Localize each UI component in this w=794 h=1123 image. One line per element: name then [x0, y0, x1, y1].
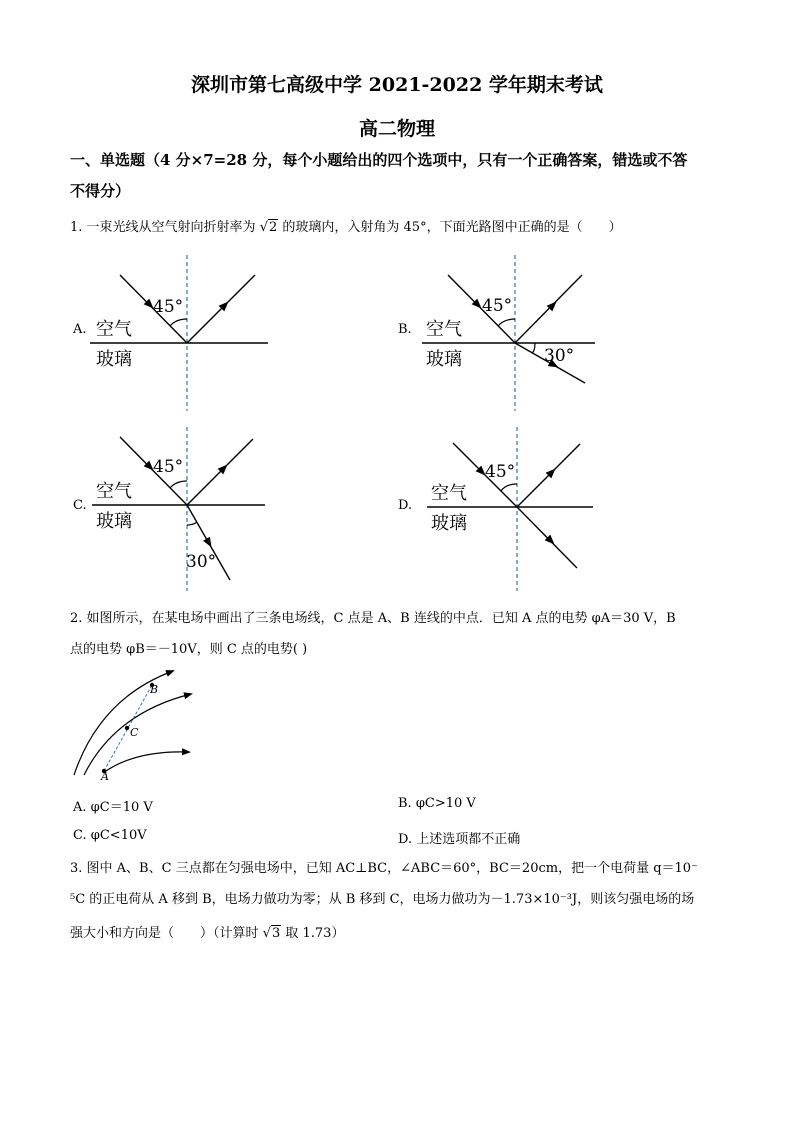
air-label: 空气: [96, 481, 132, 502]
refracted-ray: [517, 507, 577, 568]
angle-arc: [170, 319, 187, 326]
field-line-top: [74, 671, 173, 775]
air-label: 空气: [96, 319, 132, 340]
label-a: A: [101, 770, 109, 783]
reflected-ray: [187, 275, 255, 343]
q1-option-c-diagram: [90, 425, 290, 593]
section-heading-line1: 一、单选题（4 分×7=28 分，每个小题给出的四个选项中，只有一个正确答案，错选或不答: [70, 151, 688, 169]
label-c: C: [130, 726, 139, 739]
incident-angle-label: 45°: [153, 297, 184, 317]
incident-angle-label: 45°: [482, 296, 513, 316]
question-3-line1: 3. 图中 A、B、C 三点都在匀强电场中，已知 AC⊥BC，∠ABC＝60°，BC＝20cm，把一个电荷量 q＝10⁻: [70, 861, 698, 876]
angle-arc: [170, 481, 187, 488]
glass-label: 玻璃: [96, 349, 132, 370]
q1-option-d-letter: D.: [398, 498, 413, 513]
question-3-line3: [70, 918, 730, 949]
question-1-text: [70, 212, 730, 243]
q1-sqrt-value: 2: [268, 220, 278, 235]
page-title: 深圳市第七高级中学 2021-2022 学年期末考试: [191, 74, 603, 96]
q2-field-lines-diagram: [70, 668, 200, 783]
reflected-ray: [517, 444, 580, 507]
q1-option-c-letter: C.: [73, 498, 87, 513]
glass-label: 玻璃: [426, 349, 462, 370]
label-b: B: [150, 683, 159, 696]
angle-arc: [498, 319, 515, 326]
refract-angle-arc: [532, 343, 535, 353]
q3-sqrt-value: 3: [271, 926, 281, 941]
incident-angle-label: 45°: [153, 457, 184, 477]
q1-text-after: 的玻璃内，入射角为 45°，下面光路图中正确的是（ ）: [282, 220, 622, 235]
field-line-bottom: [103, 752, 189, 773]
q2-option-b: B. φC>10 V: [398, 796, 476, 811]
q1-option-b-diagram: [420, 253, 620, 413]
question-3-line2: ⁵C 的正电荷从 A 移到 B，电场力做功为零；从 B 移到 C，电场力做功为－1.73×10⁻³J，则该匀强电场的场: [70, 892, 695, 907]
q1-text-before: 1. 一束光线从空气射向折射率为: [70, 220, 256, 235]
sqrt-symbol: √3: [262, 926, 281, 941]
q1-option-b-letter: B.: [398, 322, 412, 337]
q2-option-d: D. 上述选项都不正确: [398, 832, 521, 847]
refract-angle-label: 30°: [544, 346, 575, 366]
incident-angle-label: 45°: [485, 462, 516, 482]
refract-angle-arc: [187, 522, 197, 525]
air-label: 空气: [431, 483, 467, 504]
page-subtitle: 高二物理: [358, 118, 435, 140]
sqrt-symbol: √2: [259, 220, 278, 235]
reflected-ray: [187, 439, 253, 505]
q2-option-c: C. φC<10V: [73, 828, 147, 843]
question-2-line2: 点的电势 φB＝－10V，则 C 点的电势( ): [70, 642, 308, 657]
angle-arc: [501, 484, 517, 491]
glass-label: 玻璃: [96, 511, 132, 532]
q3-line3-after: 取 1.73）: [285, 926, 345, 941]
section-heading-line2: 不得分）: [70, 182, 131, 200]
air-label: 空气: [426, 319, 462, 340]
point-c: [125, 726, 129, 730]
glass-label: 玻璃: [431, 513, 467, 534]
reflected-ray: [515, 275, 582, 343]
question-2-line1: 2. 如图所示，在某电场中画出了三条电场线，C 点是 A、B 连线的中点．已知 A 点的电势 φA＝30 V，B: [70, 611, 676, 626]
refract-angle-label: 30°: [186, 552, 217, 572]
q2-option-a: A. φC＝10 V: [73, 800, 153, 815]
q3-line3-before: 强大小和方向是（ ）（计算时: [70, 926, 259, 941]
q1-option-d-diagram: [425, 425, 625, 593]
q1-option-a-letter: A.: [73, 322, 87, 337]
q1-option-a-diagram: [90, 253, 290, 413]
